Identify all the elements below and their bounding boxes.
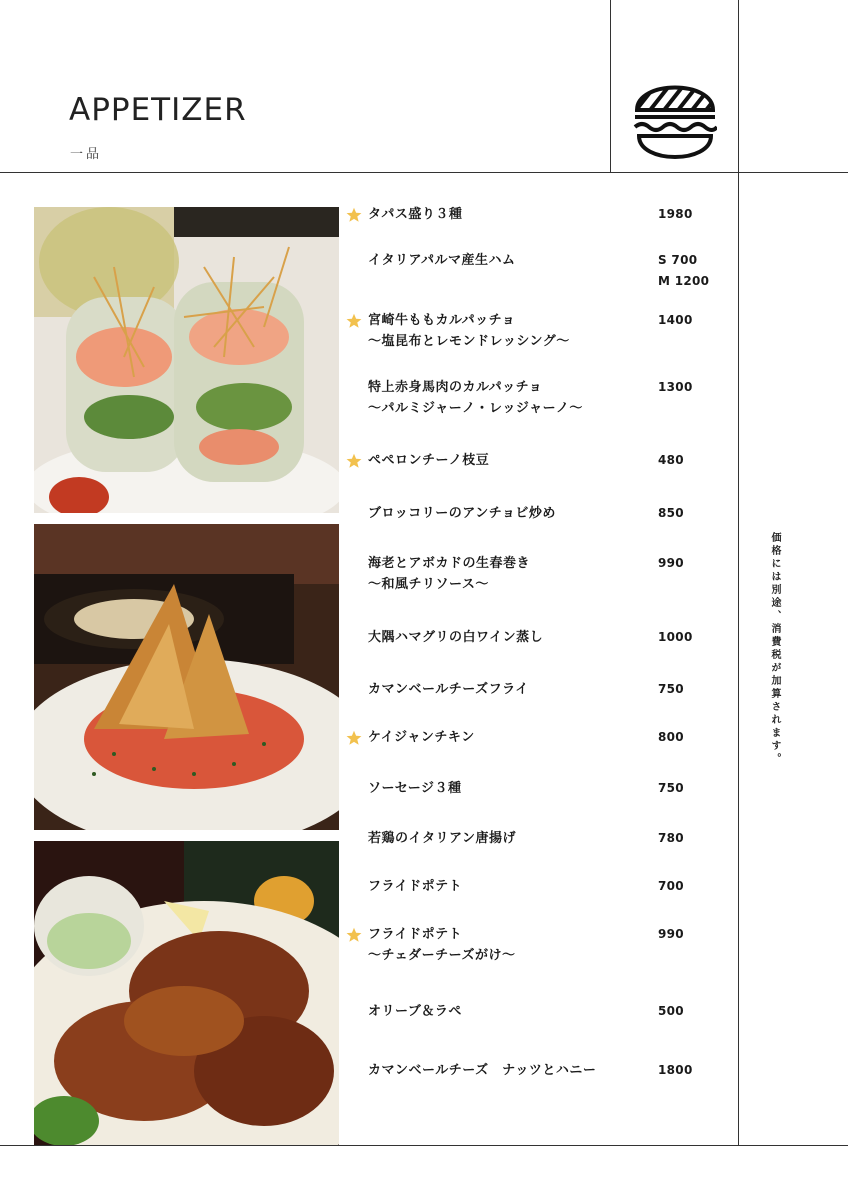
menu-item-price xyxy=(658,828,728,849)
star-icon xyxy=(346,927,362,943)
menu-item-name xyxy=(368,727,638,748)
menu-item-name-line: ソーセージ３種 xyxy=(368,781,462,796)
menu-item-price-line: 500 xyxy=(658,1004,684,1018)
menu-item-name xyxy=(368,828,638,849)
menu-item-name xyxy=(368,627,638,648)
menu-item-price xyxy=(658,204,728,225)
menu-item-name-line: ケイジャンチキン xyxy=(368,730,475,745)
star-icon xyxy=(346,730,362,746)
menu-item-price-line: 750 xyxy=(658,682,684,696)
menu-item-price xyxy=(658,250,728,292)
menu-item-price xyxy=(658,377,728,398)
photo-fried-shrimp xyxy=(34,524,339,830)
menu-item-price xyxy=(658,924,728,945)
menu-item-price-line: 800 xyxy=(658,730,684,744)
menu-item-price-line: 850 xyxy=(658,506,684,520)
menu-item-name xyxy=(368,679,638,700)
menu-item-name xyxy=(368,250,638,271)
menu-item-price xyxy=(658,553,728,574)
menu-item-name-line: フライドポテト xyxy=(368,927,463,942)
star-icon xyxy=(346,313,362,329)
menu-item-price-line: 750 xyxy=(658,781,684,795)
menu-item-name-line: イタリアパルマ産生ハム xyxy=(368,253,516,268)
menu-item-price xyxy=(658,679,728,700)
menu-item-name-line: オリーブ＆ラペ xyxy=(368,1004,462,1019)
menu-item-name-line: タパス盛り３種 xyxy=(368,207,463,222)
menu-item-name-line: 大隅ハマグリの白ワイン蒸し xyxy=(368,630,544,645)
page-subtitle: 一品 xyxy=(70,147,103,162)
menu-item-price xyxy=(658,778,728,799)
menu-item-price-line: 1400 xyxy=(658,313,693,327)
menu-item-name-line: 特上赤身馬肉のカルパッチョ xyxy=(368,380,543,395)
menu-item-name xyxy=(368,204,638,225)
menu-item-name-line: カマンベールチーズフライ xyxy=(368,682,529,697)
menu-item-subtitle: ～パルミジャーノ・レッジャーノ～ xyxy=(368,401,583,416)
menu-item-price xyxy=(658,1060,728,1081)
menu-item-price-line: 780 xyxy=(658,831,684,845)
menu-item-name xyxy=(368,450,638,471)
menu-item-name-line: 宮崎牛ももカルパッチョ xyxy=(368,313,516,328)
menu-item-price-line: 990 xyxy=(658,927,684,941)
star-icon xyxy=(346,207,362,223)
menu-item-price-line: S 700 xyxy=(658,253,698,267)
menu-list xyxy=(346,0,726,1145)
menu-item-name-line: カマンベールチーズ ナッツとハニー xyxy=(368,1063,597,1078)
menu-item-price-line: 1800 xyxy=(658,1063,693,1077)
menu-item-name xyxy=(368,377,638,419)
menu-item-subtitle: ～チェダーチーズがけ～ xyxy=(368,948,516,963)
menu-item-price xyxy=(658,727,728,748)
menu-item-price-line: 480 xyxy=(658,453,684,467)
tax-note: 価格には別途、消費税が加算されます。 xyxy=(769,532,780,766)
menu-item-name xyxy=(368,778,638,799)
menu-item-name xyxy=(368,1001,638,1022)
menu-item-price-line: M 1200 xyxy=(658,274,710,288)
menu-item-name xyxy=(368,876,638,897)
menu-item-price-line: 990 xyxy=(658,556,684,570)
menu-item-name xyxy=(368,924,638,966)
menu-item-price xyxy=(658,876,728,897)
menu-item-name-line: フライドポテト xyxy=(368,879,463,894)
photo-spring-rolls xyxy=(34,207,339,513)
menu-item-price xyxy=(658,450,728,471)
menu-item-name-line: ペペロンチーノ枝豆 xyxy=(368,453,490,468)
menu-item-name xyxy=(368,553,638,595)
menu-item-name xyxy=(368,310,638,352)
menu-item-price xyxy=(658,627,728,648)
menu-item-name-line: 海老とアボカドの生春巻き xyxy=(368,556,531,571)
menu-item-subtitle: ～和風チリソース～ xyxy=(368,577,489,592)
star-icon xyxy=(346,453,362,469)
menu-item-name xyxy=(368,503,638,524)
menu-item-subtitle: ～塩昆布とレモンドレッシング～ xyxy=(368,334,570,349)
menu-item-price xyxy=(658,503,728,524)
sidebar-divider xyxy=(738,0,739,1145)
menu-item-name xyxy=(368,1060,638,1081)
menu-item-price-line: 1300 xyxy=(658,380,693,394)
menu-item-price-line: 1980 xyxy=(658,207,693,221)
menu-item-price-line: 700 xyxy=(658,879,684,893)
menu-item-price-line: 1000 xyxy=(658,630,693,644)
photo-fried-chicken xyxy=(34,841,339,1145)
menu-item-price xyxy=(658,310,728,331)
menu-item-name-line: 若鶏のイタリアン唐揚げ xyxy=(368,831,516,846)
menu-item-price xyxy=(658,1001,728,1022)
footer-divider xyxy=(0,1145,848,1146)
menu-item-name-line: ブロッコリーのアンチョビ炒め xyxy=(368,506,556,521)
page-title: APPETIZER xyxy=(69,92,247,128)
